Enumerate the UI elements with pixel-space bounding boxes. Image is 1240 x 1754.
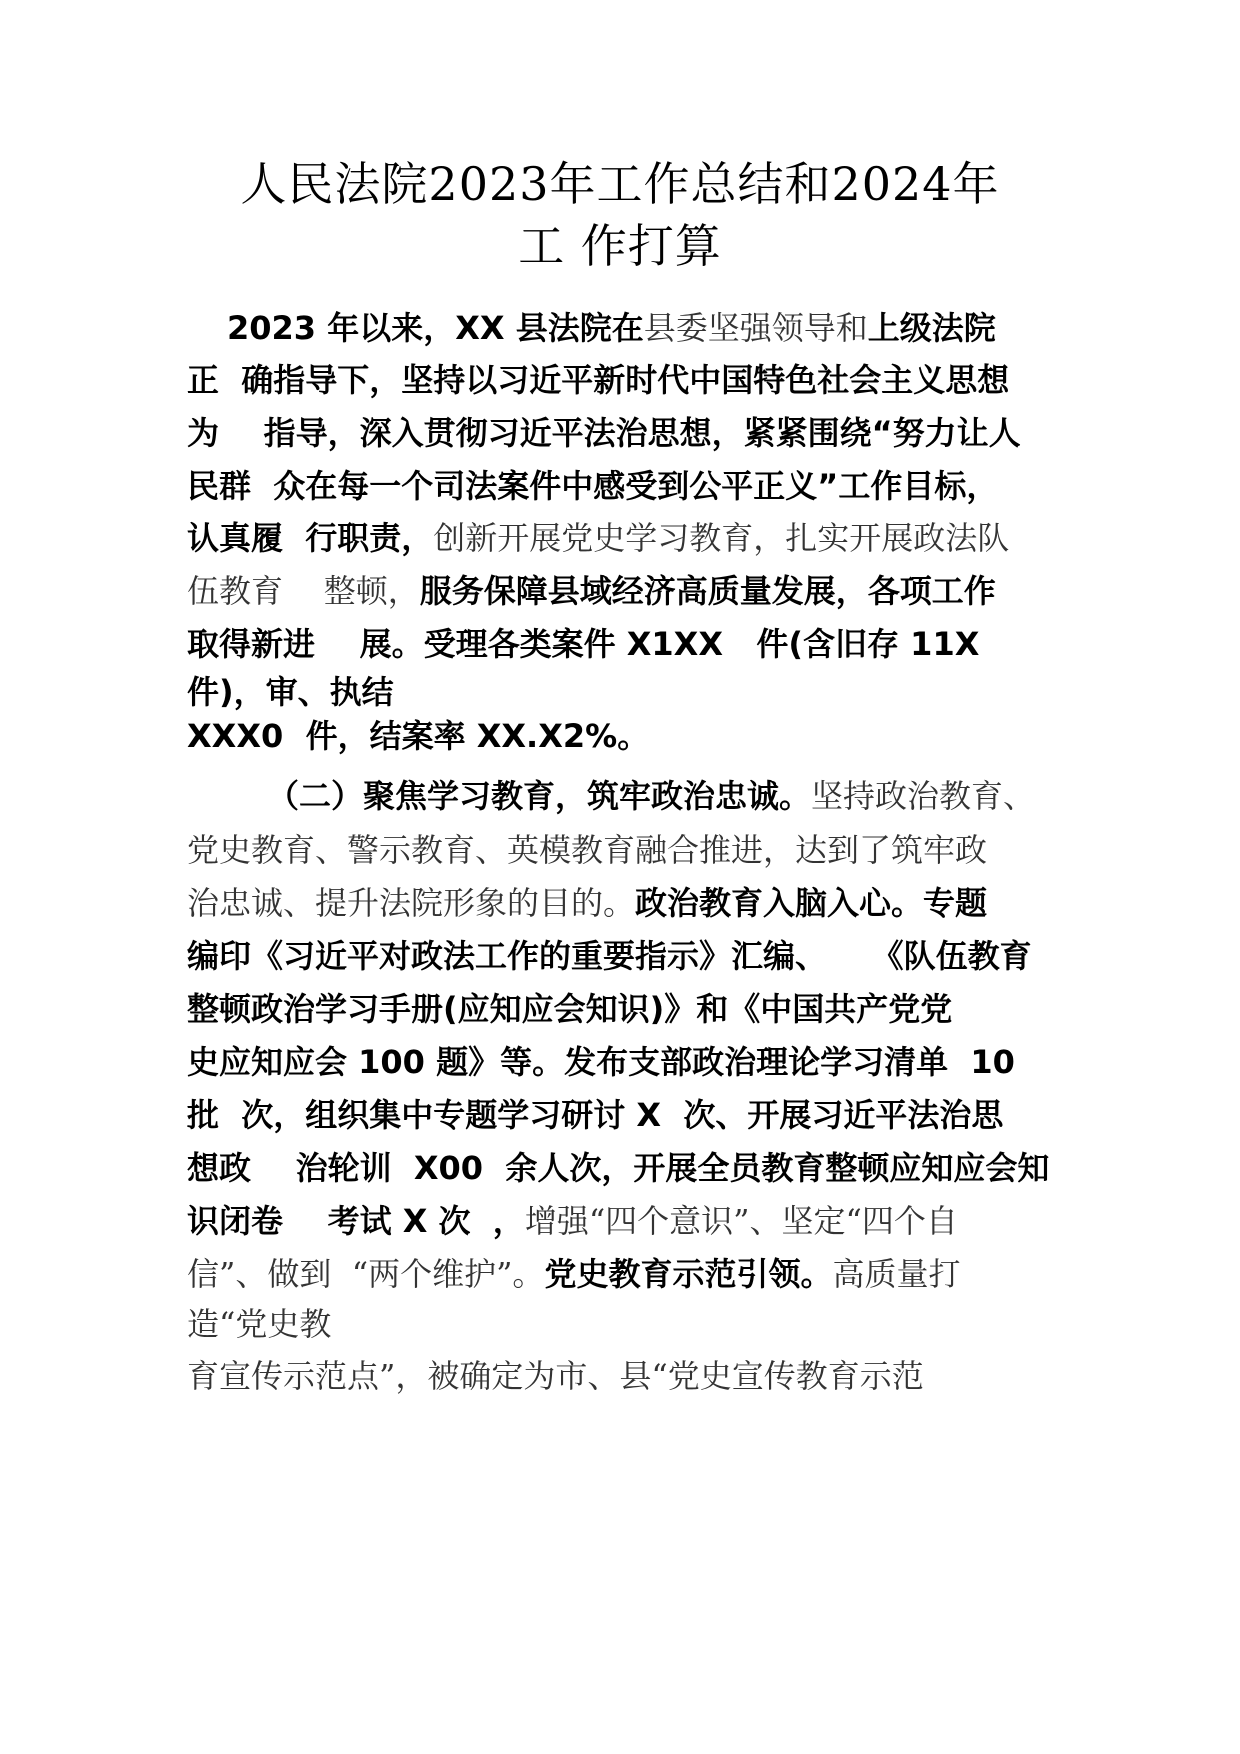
document-title-line-2: 工 作打算 xyxy=(518,219,722,273)
bold-text: 批 次，组织集中专题学习研讨 X 次、开展习近平法治思 xyxy=(187,1096,1004,1134)
bold-text: 取得新进 展。受理各类案件 X1XX 件(含旧存 11X xyxy=(187,625,980,663)
bold-text: XXX0 件，结案率 XX.X2%。 xyxy=(187,717,650,755)
bold-text: 整顿政治学习手册(应知应会知识)》和《中国共产党党 xyxy=(187,990,953,1028)
p2-line xyxy=(267,776,1035,816)
p2-line xyxy=(187,989,952,1029)
bold-text: 识闭卷 考试 X 次 ， xyxy=(187,1202,525,1240)
p1-line xyxy=(187,672,394,712)
bold-text: 件)，审、执结 xyxy=(187,673,394,711)
p2-line xyxy=(187,1254,960,1294)
p1-line xyxy=(227,308,996,348)
p1-line xyxy=(187,624,979,664)
bold-text: 想政 治轮训 X00 余人次，开展全员教育整顿应知应会知 xyxy=(187,1149,1050,1187)
bold-text: 认真履 行职责， xyxy=(187,519,434,557)
p1-line xyxy=(187,571,996,611)
body-text: 育宣传示范点”，被确定为市、县“党史宣传教育示范 xyxy=(187,1357,924,1395)
p2-line xyxy=(187,1356,924,1396)
body-text: 县委坚强领导和 xyxy=(643,309,868,347)
body-text: 党史教育、警示教育、英模教育融合推进，达到了筑牢政 xyxy=(187,831,988,869)
p2-line xyxy=(187,830,987,870)
bold-text: 政治教育入脑入心。专题 xyxy=(635,884,988,922)
p2-line xyxy=(187,1304,331,1344)
p2-line xyxy=(187,883,987,923)
p1-line xyxy=(187,413,1021,453)
p1-line xyxy=(187,518,1009,558)
bold-text: （二）聚焦学习教育，筑牢政治忠诚。 xyxy=(267,777,812,815)
document-title-line-1: 人民法院2023年工作总结和2024年 xyxy=(240,157,1000,211)
bold-text: 为 指导，深入贯彻习近平法治思想，紧紧围绕“努力让人 xyxy=(187,414,1021,452)
body-text: 造“党史教 xyxy=(187,1305,332,1343)
bold-text: 史应知应会 100 题》等。发布支部政治理论学习清单 10 xyxy=(187,1043,1015,1081)
body-text: 坚持政治教育、 xyxy=(811,777,1036,815)
p2-line xyxy=(187,1201,958,1241)
p1-line xyxy=(187,360,1009,400)
body-text: 增强“四个意识”、坚定“四个自 xyxy=(524,1202,958,1240)
body-text: 伍教育 整顿， xyxy=(187,572,420,610)
bold-text: 服务保障县域经济高质量发展，各项工作 xyxy=(419,572,996,610)
p1-line xyxy=(187,716,649,756)
body-text: 高质量打 xyxy=(832,1255,961,1293)
body-text: 创新开展党史学习教育，扎实开展政法队 xyxy=(433,519,1010,557)
p1-line xyxy=(187,466,998,506)
bold-text: 编印《习近平对政法工作的重要指示》汇编、 《队伍教育 xyxy=(187,937,1032,975)
bold-text: 2023 年以来，XX 县法院在 xyxy=(227,309,644,347)
body-text: 信”、做到 “两个维护”。 xyxy=(187,1255,545,1293)
p2-line xyxy=(187,1148,1049,1188)
bold-text: 民群 众在每一个司法案件中感受到公平正义”工作目标， xyxy=(187,467,999,505)
bold-text: 党史教育示范引领。 xyxy=(544,1255,833,1293)
bold-text: 上级法院 xyxy=(867,309,996,347)
p2-line xyxy=(187,1042,1015,1082)
body-text: 治忠诚、提升法院形象的目的。 xyxy=(187,884,636,922)
p2-line xyxy=(187,1095,1003,1135)
bold-text: 正 确指导下，坚持以习近平新时代中国特色社会主义思想 xyxy=(187,361,1010,399)
p2-line xyxy=(187,936,1032,976)
